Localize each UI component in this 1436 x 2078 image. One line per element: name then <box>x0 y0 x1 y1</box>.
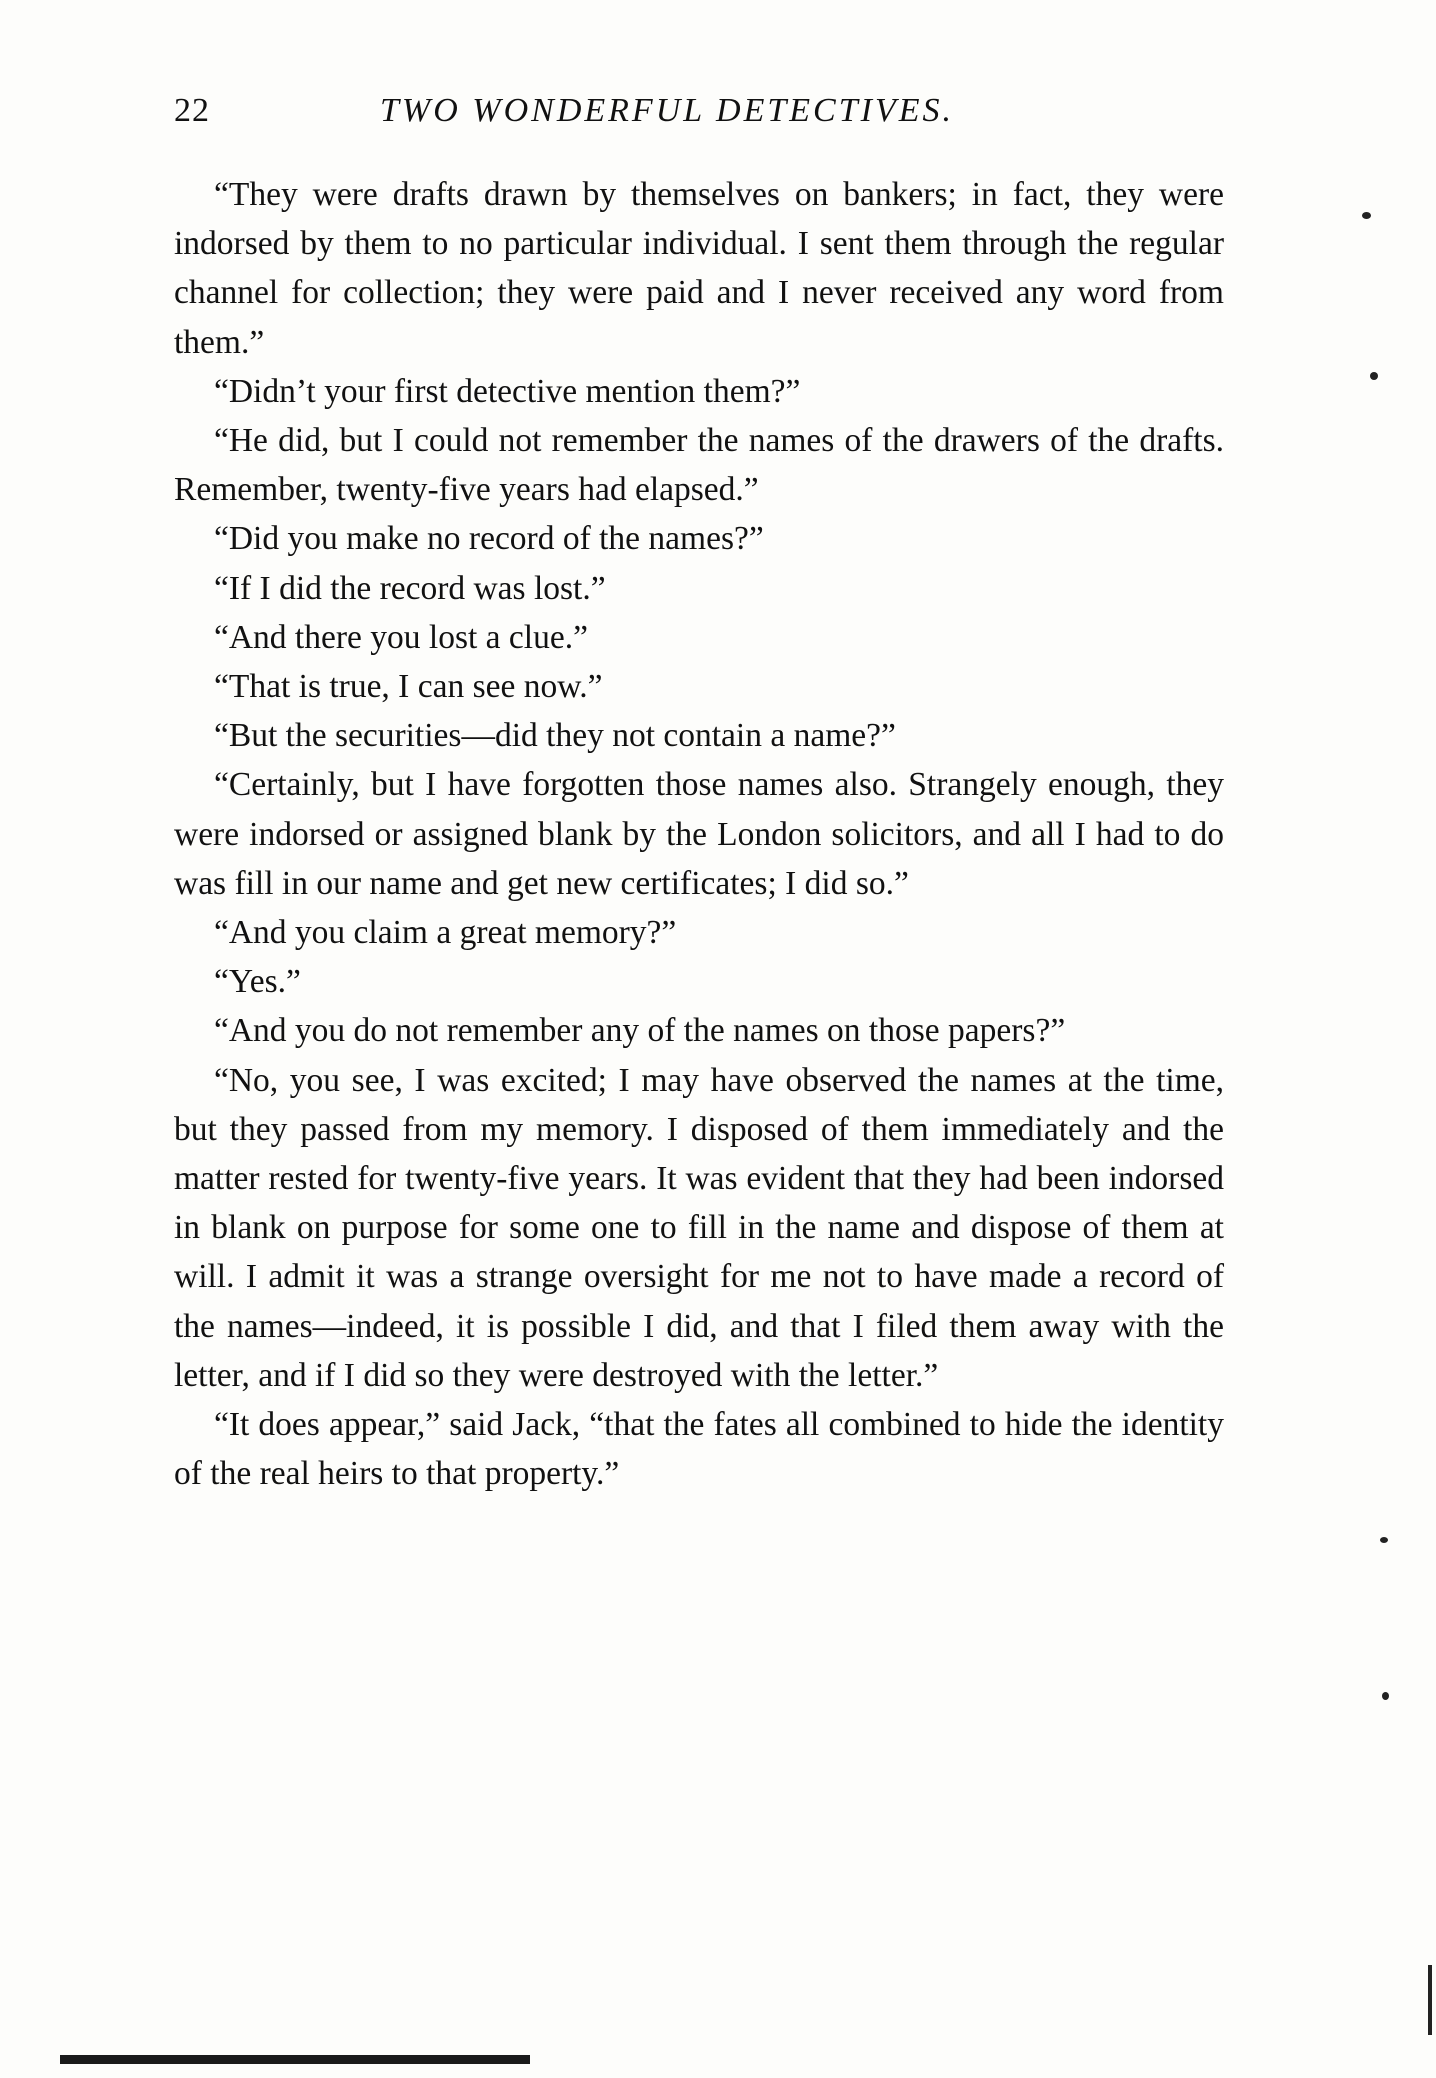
ink-speck <box>1382 1692 1389 1700</box>
paragraph: “Yes.” <box>214 963 301 1001</box>
page-header <box>174 92 1224 142</box>
page-number: 22 <box>174 92 210 129</box>
paragraph: “No, you see, I was excited; I may have observed the names at the time, but they passed from my memory. I disposed of them immediately and the matter rested for twenty-five years. It was evident that they had been indorsed in blank on purpose for some one to fill in the name and dispose of them at will. I admit it was a strange oversight for me not to have made a record of the names—indeed, it is possible I did, and that I filed them away with the letter, and if I did so they were destroyed with the letter.” <box>174 1061 1224 1394</box>
paragraph: “That is true, I can see now.” <box>214 668 603 706</box>
paragraph: “But the securities—did they not contain a name?” <box>214 717 896 755</box>
paragraph: “If I did the record was lost.” <box>214 569 606 607</box>
ink-speck <box>1370 372 1378 380</box>
page-edge-mark <box>1428 1965 1432 2035</box>
body-text <box>174 170 1224 1498</box>
paragraph: “And you claim a great memory?” <box>214 914 677 952</box>
paragraph: “He did, but I could not remember the names of the drawers of the drafts. Remember, twenty-five years had elapsed.” <box>174 422 1224 509</box>
paragraph: “They were drafts drawn by themselves on bankers; in fact, they were indorsed by them to no particular individual. I sent them through the regular channel for collection; they were paid and I never received any word from them.” <box>174 176 1224 361</box>
paragraph: “Certainly, but I have forgotten those names also. Strangely enough, they were indorsed or assigned blank by the London solicitors, and all I had to do was fill in our name and get new certificates; I did so.” <box>174 766 1224 902</box>
bottom-rule <box>60 2055 530 2064</box>
paragraph: “And there you lost a clue.” <box>214 618 588 656</box>
paragraph: “Did you make no record of the names?” <box>214 520 764 558</box>
paragraph: “Didn’t your first detective mention them?” <box>214 372 801 410</box>
paragraph: “And you do not remember any of the names on those papers?” <box>214 1012 1066 1050</box>
paragraph: “It does appear,” said Jack, “that the fates all combined to hide the identity of the real heirs to that property.” <box>174 1406 1224 1493</box>
ink-speck <box>1380 1537 1388 1543</box>
ink-speck <box>1362 212 1371 219</box>
running-title: TWO WONDERFUL DETECTIVES. <box>380 92 954 129</box>
